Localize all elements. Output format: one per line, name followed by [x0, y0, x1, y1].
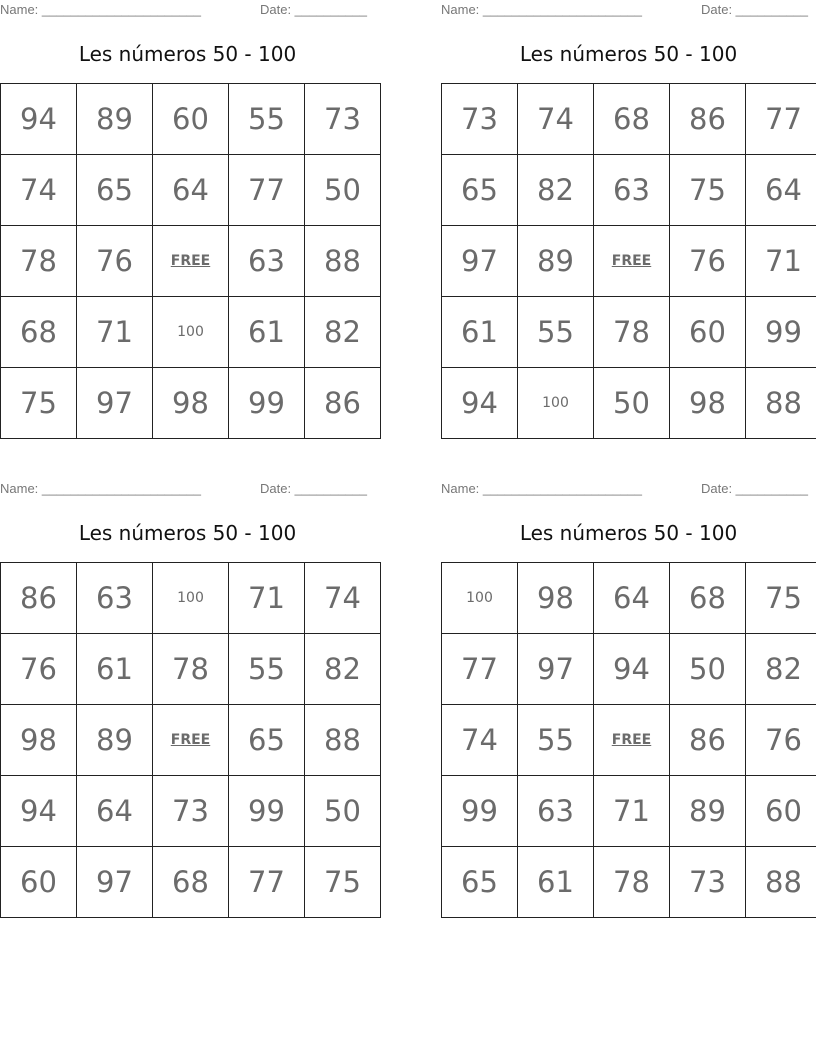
bingo-grid: [441, 83, 816, 439]
bingo-grid: [441, 562, 816, 918]
number-cell: 89: [77, 705, 153, 776]
number-cell: 88: [305, 226, 381, 297]
number-cell: 60: [1, 847, 77, 918]
number-cell: 99: [229, 368, 305, 439]
number-cell: 64: [746, 155, 816, 226]
grid-row: [1, 226, 381, 297]
number-cell: 74: [518, 84, 594, 155]
number-cell: 65: [442, 847, 518, 918]
number-cell: 86: [670, 705, 746, 776]
number-cell: 98: [518, 563, 594, 634]
number-cell: 98: [670, 368, 746, 439]
number-cell: 55: [518, 705, 594, 776]
grid-row: [442, 297, 816, 368]
number-cell: 76: [77, 226, 153, 297]
card-title: Les números 50 - 100: [78, 521, 297, 545]
number-cell: 74: [305, 563, 381, 634]
number-cell: 77: [229, 847, 305, 918]
bingo-grid: [0, 83, 381, 439]
free-space-cell: FREE: [153, 226, 229, 297]
number-cell: 77: [746, 84, 816, 155]
number-cell: 82: [518, 155, 594, 226]
name-label: Name: ______________________: [441, 2, 642, 17]
number-cell: 94: [1, 84, 77, 155]
number-cell: 68: [670, 563, 746, 634]
number-cell: 61: [518, 847, 594, 918]
number-cell: 55: [229, 84, 305, 155]
grid-row: [1, 634, 381, 705]
number-cell: 88: [746, 368, 816, 439]
grid-row: [442, 776, 816, 847]
number-cell: 71: [594, 776, 670, 847]
number-cell: 50: [670, 634, 746, 705]
number-cell: 88: [305, 705, 381, 776]
number-cell: 78: [1, 226, 77, 297]
grid-row: [442, 634, 816, 705]
number-cell: 61: [77, 634, 153, 705]
number-cell: 82: [305, 297, 381, 368]
number-cell: 65: [77, 155, 153, 226]
number-cell: 99: [442, 776, 518, 847]
number-cell: 71: [229, 563, 305, 634]
number-cell: 100: [518, 368, 594, 439]
number-cell: 97: [77, 368, 153, 439]
number-cell: 73: [305, 84, 381, 155]
grid-row: [442, 563, 816, 634]
name-label: Name: ______________________: [441, 481, 642, 496]
number-cell: 71: [77, 297, 153, 368]
date-label: Date: __________: [260, 481, 367, 496]
number-cell: 78: [594, 847, 670, 918]
number-cell: 76: [746, 705, 816, 776]
number-cell: 50: [594, 368, 670, 439]
number-cell: 76: [670, 226, 746, 297]
number-cell: 97: [518, 634, 594, 705]
number-cell: 55: [518, 297, 594, 368]
number-cell: 68: [153, 847, 229, 918]
number-cell: 77: [442, 634, 518, 705]
number-cell: 68: [1, 297, 77, 368]
number-cell: 65: [229, 705, 305, 776]
number-cell: 60: [670, 297, 746, 368]
number-cell: 77: [229, 155, 305, 226]
number-cell: 82: [305, 634, 381, 705]
grid-row: [1, 297, 381, 368]
number-cell: 64: [153, 155, 229, 226]
number-cell: 98: [153, 368, 229, 439]
number-cell: 97: [77, 847, 153, 918]
number-cell: 99: [746, 297, 816, 368]
number-cell: 82: [746, 634, 816, 705]
number-cell: 76: [1, 634, 77, 705]
number-cell: 86: [305, 368, 381, 439]
number-cell: 86: [670, 84, 746, 155]
number-cell: 78: [594, 297, 670, 368]
grid-row: [442, 155, 816, 226]
grid-row: [1, 563, 381, 634]
number-cell: 60: [746, 776, 816, 847]
number-cell: 100: [153, 563, 229, 634]
date-label: Date: __________: [701, 2, 808, 17]
number-cell: 50: [305, 776, 381, 847]
number-cell: 73: [670, 847, 746, 918]
number-cell: 63: [518, 776, 594, 847]
number-cell: 89: [670, 776, 746, 847]
number-cell: 94: [442, 368, 518, 439]
grid-row: [442, 368, 816, 439]
card-title: Les números 50 - 100: [519, 521, 738, 545]
number-cell: 75: [1, 368, 77, 439]
grid-row: [442, 705, 816, 776]
number-cell: 50: [305, 155, 381, 226]
number-cell: 100: [442, 563, 518, 634]
header-line: [441, 2, 816, 22]
number-cell: 64: [594, 563, 670, 634]
number-cell: 63: [229, 226, 305, 297]
date-label: Date: __________: [701, 481, 808, 496]
number-cell: 88: [746, 847, 816, 918]
number-cell: 89: [518, 226, 594, 297]
number-cell: 75: [670, 155, 746, 226]
number-cell: 94: [1, 776, 77, 847]
free-space-cell: FREE: [594, 705, 670, 776]
number-cell: 100: [153, 297, 229, 368]
number-cell: 68: [594, 84, 670, 155]
grid-row: [442, 226, 816, 297]
bingo-grid: [0, 562, 381, 918]
header-line: [441, 481, 816, 501]
number-cell: 75: [746, 563, 816, 634]
number-cell: 63: [594, 155, 670, 226]
header-line: [0, 2, 375, 22]
number-cell: 74: [1, 155, 77, 226]
number-cell: 89: [77, 84, 153, 155]
number-cell: 73: [442, 84, 518, 155]
header-line: [0, 481, 375, 501]
number-cell: 55: [229, 634, 305, 705]
number-cell: 78: [153, 634, 229, 705]
number-cell: 94: [594, 634, 670, 705]
grid-row: [1, 847, 381, 918]
number-cell: 61: [442, 297, 518, 368]
free-space-cell: FREE: [153, 705, 229, 776]
card-title: Les números 50 - 100: [519, 42, 738, 66]
number-cell: 60: [153, 84, 229, 155]
number-cell: 73: [153, 776, 229, 847]
number-cell: 71: [746, 226, 816, 297]
number-cell: 97: [442, 226, 518, 297]
date-label: Date: __________: [260, 2, 367, 17]
grid-row: [1, 84, 381, 155]
number-cell: 64: [77, 776, 153, 847]
grid-row: [1, 705, 381, 776]
grid-row: [442, 847, 816, 918]
free-space-cell: FREE: [594, 226, 670, 297]
card-title: Les números 50 - 100: [78, 42, 297, 66]
number-cell: 61: [229, 297, 305, 368]
number-cell: 75: [305, 847, 381, 918]
number-cell: 99: [229, 776, 305, 847]
grid-row: [1, 155, 381, 226]
grid-row: [442, 84, 816, 155]
number-cell: 74: [442, 705, 518, 776]
name-label: Name: ______________________: [0, 481, 201, 496]
name-label: Name: ______________________: [0, 2, 201, 17]
number-cell: 86: [1, 563, 77, 634]
grid-row: [1, 368, 381, 439]
number-cell: 98: [1, 705, 77, 776]
number-cell: 63: [77, 563, 153, 634]
number-cell: 65: [442, 155, 518, 226]
grid-row: [1, 776, 381, 847]
